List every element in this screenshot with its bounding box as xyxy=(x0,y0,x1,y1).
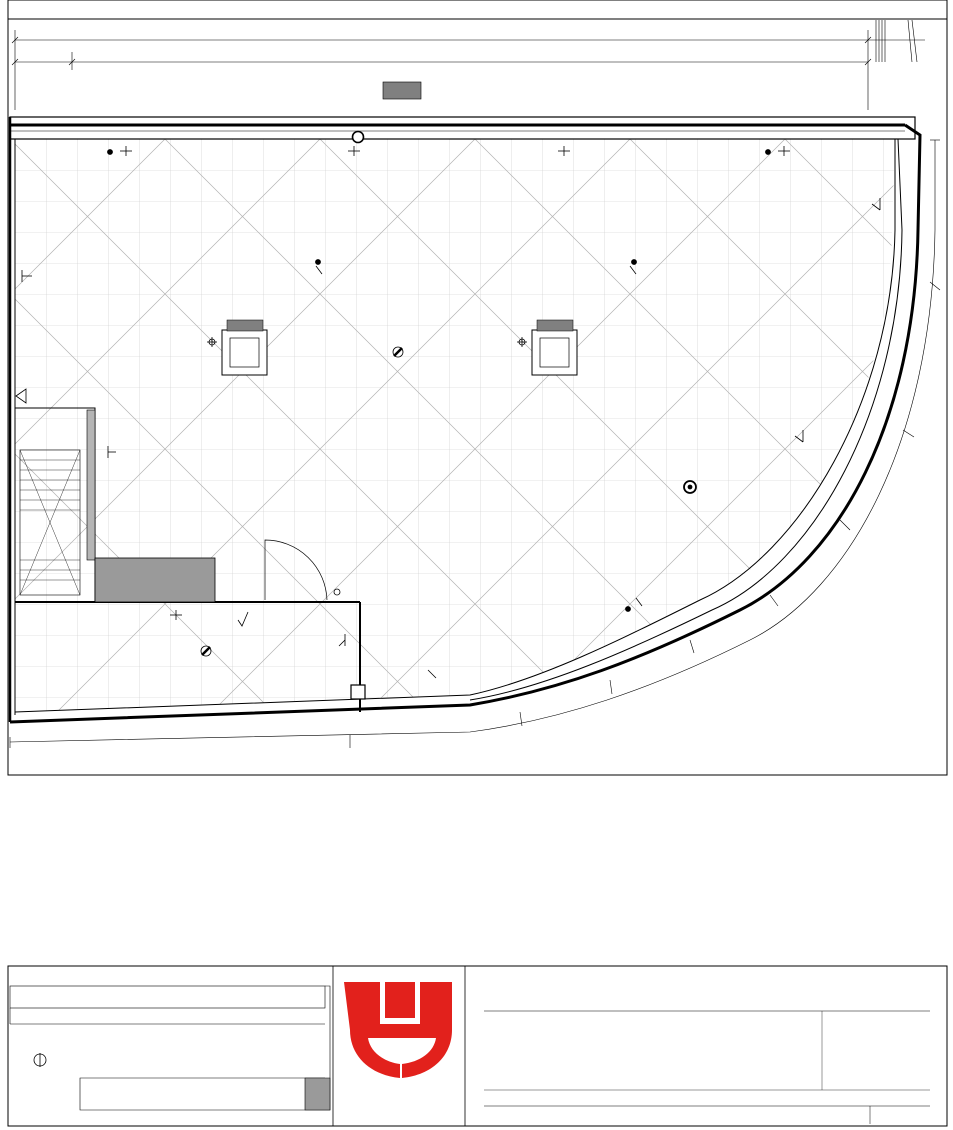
airco-unit-left xyxy=(222,320,267,375)
neighbour-hatch xyxy=(876,20,917,62)
kitchen-block xyxy=(95,558,215,602)
dimension-top xyxy=(12,30,925,110)
titleblock-lines xyxy=(0,960,953,1130)
ceiling-grid xyxy=(0,139,953,719)
airco-unit-right xyxy=(532,320,577,375)
